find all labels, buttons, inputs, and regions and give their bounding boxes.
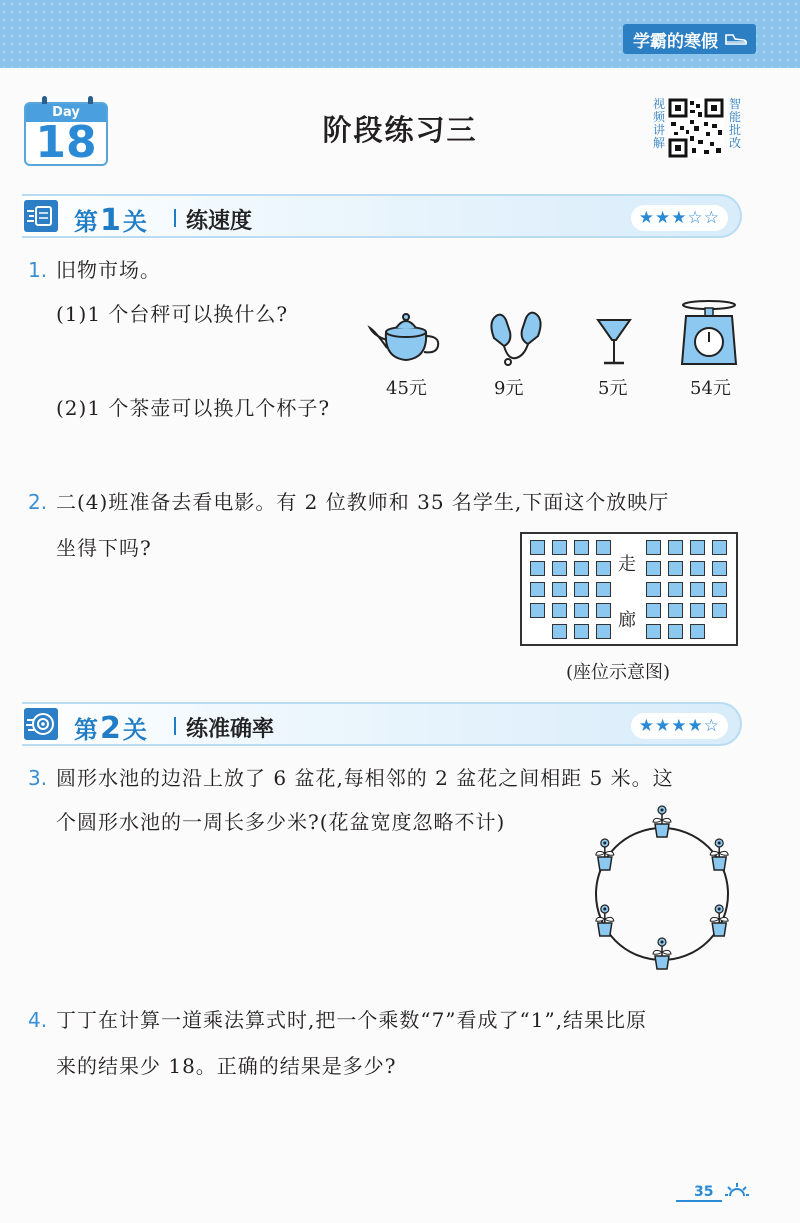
seat <box>646 624 661 639</box>
seat <box>530 561 545 576</box>
seat <box>646 582 661 597</box>
seat <box>552 561 567 576</box>
seat <box>668 561 683 576</box>
seat <box>596 603 611 618</box>
question-1-sub-1: (1)1 个台秤可以换什么? <box>56 302 289 326</box>
ordinal-pre: 第 <box>74 716 98 744</box>
section-1-title: 练速度 <box>186 209 253 234</box>
seat <box>552 624 567 639</box>
difficulty-stars: ★★★☆☆ <box>631 205 728 231</box>
qr-right-label: 智能批改 <box>728 97 741 150</box>
question-2-line-2: 坐得下吗? <box>56 536 152 560</box>
price-scale: 54元 <box>690 378 731 399</box>
seat <box>596 540 611 555</box>
ordinal-num: 2 <box>100 711 121 746</box>
seat <box>596 582 611 597</box>
brand-tag <box>623 24 756 54</box>
qr-left-label: 视频讲解 <box>652 97 665 150</box>
seat <box>712 561 727 576</box>
seat <box>552 582 567 597</box>
seat <box>596 624 611 639</box>
seat <box>574 624 589 639</box>
seat <box>646 561 661 576</box>
seat <box>668 540 683 555</box>
seat <box>712 540 727 555</box>
price-cup: 5元 <box>598 378 628 399</box>
section-1-ordinal <box>74 202 147 238</box>
question-3-line-1: 圆形水池的边沿上放了 6 盆花,每相邻的 2 盆花之间相距 5 米。这 <box>56 766 674 790</box>
seat <box>690 561 705 576</box>
ordinal-pre: 第 <box>74 208 98 236</box>
seat <box>574 540 589 555</box>
page-title: 阶段练习三 <box>322 113 478 147</box>
ordinal-num: 1 <box>100 203 121 238</box>
page-number: 35 <box>694 1184 714 1200</box>
seat <box>574 603 589 618</box>
section-divider <box>174 209 176 227</box>
question-3-line-2: 个圆形水池的一周长多少米?(花盆宽度忽略不计) <box>56 810 506 834</box>
seat <box>552 603 567 618</box>
question-4-line-2: 来的结果少 18。正确的结果是多少? <box>56 1054 397 1078</box>
question-4-number: 4. <box>28 1008 48 1032</box>
seat <box>668 582 683 597</box>
flower-pot-icon <box>653 938 671 969</box>
aisle-label-top: 走 <box>618 554 636 575</box>
seat <box>574 561 589 576</box>
seat <box>574 582 589 597</box>
question-2-number: 2. <box>28 490 48 514</box>
section-1-bar <box>22 194 742 238</box>
seat <box>530 582 545 597</box>
section-2-ordinal <box>74 710 147 746</box>
question-1-sub-2: (2)1 个茶壶可以换几个杯子? <box>56 396 331 420</box>
seat <box>690 540 705 555</box>
flower-pot-icon <box>710 839 728 870</box>
seat <box>668 624 683 639</box>
shoe-icon <box>724 31 748 47</box>
day-label: Day <box>26 104 106 122</box>
seat <box>646 540 661 555</box>
cup-icon <box>594 316 634 368</box>
question-3-number: 3. <box>28 766 48 790</box>
page-number-underline <box>676 1200 722 1202</box>
ordinal-post: 关 <box>122 208 147 236</box>
aisle-label-bottom: 廊 <box>618 610 636 631</box>
flower-pot-icon <box>596 839 614 870</box>
section-divider <box>174 717 176 735</box>
seat <box>646 603 661 618</box>
price-gloves: 9元 <box>494 378 524 399</box>
seat-plan-caption: (座位示意图) <box>566 662 671 683</box>
seat <box>690 582 705 597</box>
seat <box>712 582 727 597</box>
section-2-title: 练准确率 <box>186 717 275 742</box>
seat-plan <box>520 532 738 646</box>
day-number: 18 <box>35 117 97 168</box>
seat <box>530 540 545 555</box>
teapot-icon <box>366 306 446 366</box>
flower-pot-icon <box>653 806 671 837</box>
price-teapot: 45元 <box>386 378 427 399</box>
ordinal-post: 关 <box>122 716 147 744</box>
seat <box>668 603 683 618</box>
sun-icon <box>724 1180 750 1202</box>
question-2-line-1: 二(4)班准备去看电影。有 2 位教师和 35 名学生,下面这个放映厅 <box>56 490 670 514</box>
brand-label: 学霸的寒假 <box>633 31 718 52</box>
target-icon <box>24 708 58 740</box>
speed-icon <box>24 200 58 232</box>
seat <box>530 603 545 618</box>
difficulty-stars: ★★★★☆ <box>631 713 728 739</box>
question-1-text: 旧物市场。 <box>56 258 161 282</box>
scale-icon <box>678 298 740 368</box>
section-2-bar <box>22 702 742 746</box>
seat <box>596 561 611 576</box>
question-1-number: 1. <box>28 258 48 282</box>
question-4-line-1: 丁丁在计算一道乘法算式时,把一个乘数“7”看成了“1”,结果比原 <box>56 1008 648 1032</box>
qr-code-icon[interactable] <box>668 98 724 158</box>
gloves-icon <box>486 308 546 370</box>
seat <box>712 603 727 618</box>
seat <box>552 540 567 555</box>
pool-diagram <box>584 800 744 986</box>
seat <box>690 603 705 618</box>
seat <box>690 624 705 639</box>
